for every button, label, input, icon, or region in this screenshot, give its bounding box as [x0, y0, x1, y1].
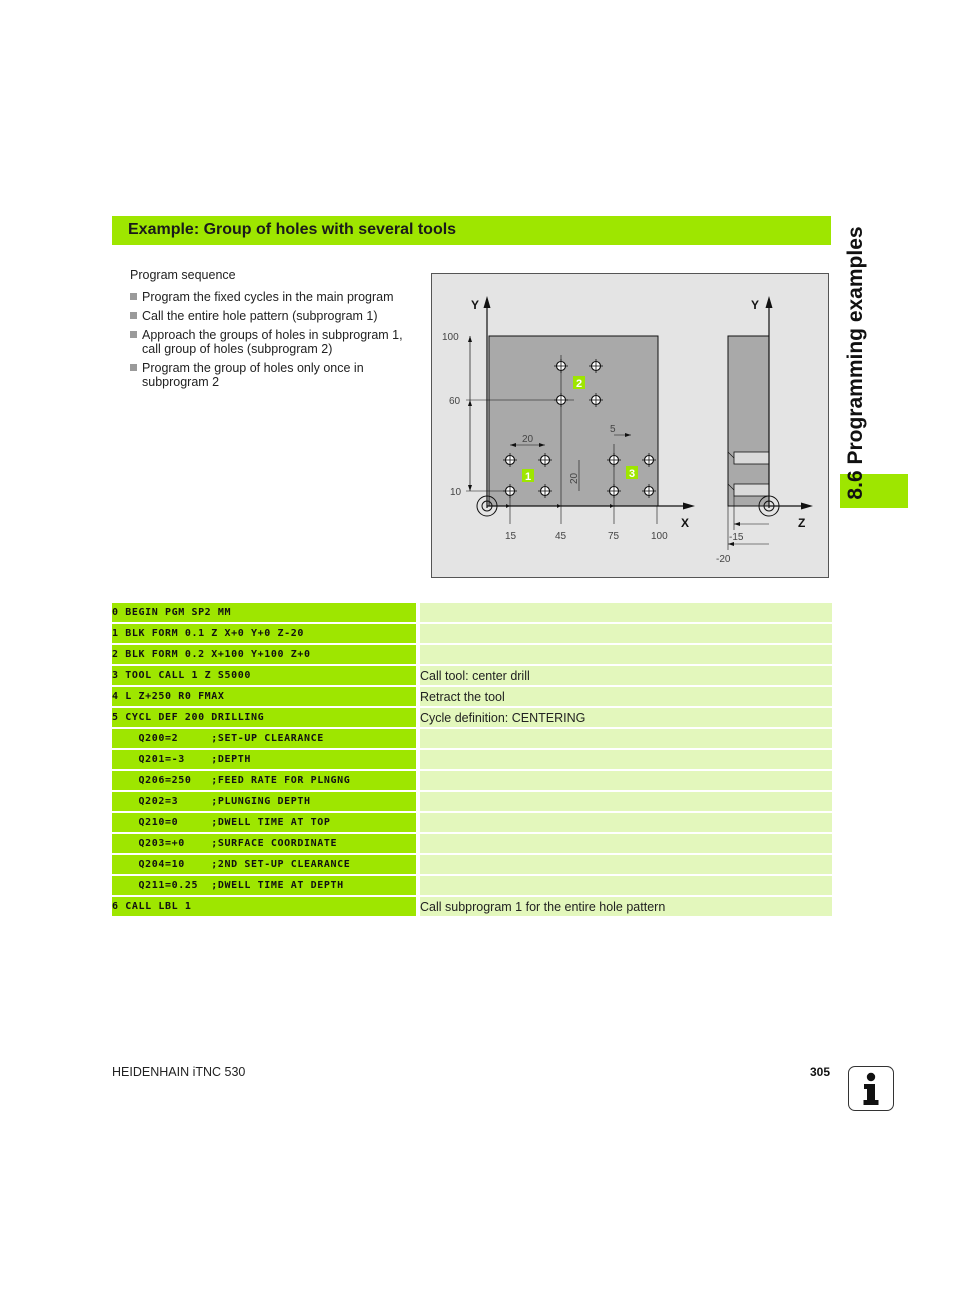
table-row	[112, 750, 832, 769]
dim-spacing-x: 20	[522, 434, 534, 445]
nc-code-cell: 3 TOOL CALL 1 Z S5000	[112, 666, 416, 685]
nc-comment-cell	[420, 834, 832, 853]
group-label-3: 3	[629, 468, 636, 480]
bullet-square-icon	[130, 364, 137, 371]
nc-comment-cell: Call subprogram 1 for the entire hole pattern	[420, 897, 832, 916]
nc-comment-cell	[420, 729, 832, 748]
nc-code-cell: Q200=2 ;SET-UP CLEARANCE	[112, 729, 416, 748]
y-tick-10: 10	[450, 487, 462, 498]
list-item: Approach the groups of holes in subprogram 1, call group of holes (subprogram 2)	[130, 328, 420, 356]
table-row	[112, 834, 832, 853]
y-tick-100: 100	[442, 332, 459, 343]
list-item: Call the entire hole pattern (subprogram 1)	[130, 309, 420, 323]
table-row	[112, 708, 832, 727]
z-axis-label: Z	[798, 516, 806, 530]
nc-code-cell: 0 BEGIN PGM SP2 MM	[112, 603, 416, 622]
nc-comment-cell: Cycle definition: CENTERING	[420, 708, 832, 727]
x-axis-arrow-icon	[683, 503, 695, 510]
z-tick-15: -15	[729, 532, 744, 543]
y-tick-60: 60	[449, 396, 461, 407]
nc-code-cell: 4 L Z+250 R0 FMAX	[112, 687, 416, 706]
table-row	[112, 603, 832, 622]
nc-code-cell: Q203=+0 ;SURFACE COORDINATE	[112, 834, 416, 853]
table-row	[112, 666, 832, 685]
list-item: Program the fixed cycles in the main program	[130, 290, 420, 304]
table-row	[112, 876, 832, 895]
table-row	[112, 792, 832, 811]
nc-program-table	[112, 601, 832, 918]
nc-comment-cell	[420, 645, 832, 664]
drawing-svg	[432, 274, 828, 577]
info-glyph	[849, 1067, 893, 1110]
part-side-view	[728, 336, 769, 506]
nc-comment-cell	[420, 750, 832, 769]
x-axis-label: X	[681, 516, 690, 530]
x-tick-15: 15	[505, 531, 517, 542]
group-label-2: 2	[576, 378, 583, 390]
bullet-square-icon	[130, 312, 137, 319]
nc-comment-cell	[420, 792, 832, 811]
table-row	[112, 813, 832, 832]
bullet-square-icon	[130, 293, 137, 300]
nc-comment-cell: Retract the tool	[420, 687, 832, 706]
table-row	[112, 687, 832, 706]
page-number: 305	[809, 1065, 830, 1079]
nc-code-cell: 1 BLK FORM 0.1 Z X+0 Y+0 Z-20	[112, 624, 416, 643]
nc-code-cell: 2 BLK FORM 0.2 X+100 Y+100 Z+0	[112, 645, 416, 664]
nc-code-cell: Q201=-3 ;DEPTH	[112, 750, 416, 769]
nc-code-cell: 6 CALL LBL 1	[112, 897, 416, 916]
nc-comment-cell	[420, 876, 832, 895]
x-tick-45: 45	[555, 531, 567, 542]
x-tick-75: 75	[608, 531, 620, 542]
bullet-square-icon	[130, 331, 137, 338]
table-row	[112, 855, 832, 874]
side-chapter-text: 8.6 Programming examples	[844, 225, 867, 500]
dim-spacing-y: 20	[569, 472, 580, 484]
nc-code-cell: Q202=3 ;PLUNGING DEPTH	[112, 792, 416, 811]
nc-comment-cell: Call tool: center drill	[420, 666, 832, 685]
group-label-1: 1	[525, 471, 532, 483]
nc-comment-cell	[420, 624, 832, 643]
info-icon[interactable]	[848, 1066, 894, 1111]
section-title-bar	[112, 216, 831, 245]
y-axis-label: Y	[471, 298, 480, 312]
section-title: Example: Group of holes with several tools	[128, 221, 457, 238]
side-chapter-title	[836, 210, 876, 515]
footer-product: HEIDENHAIN iTNC 530	[112, 1065, 246, 1079]
list-item: Program the group of holes only once in subprogram 2	[130, 361, 420, 389]
table-row	[112, 771, 832, 790]
nc-code-cell: 5 CYCL DEF 200 DRILLING	[112, 708, 416, 727]
y-axis-right-label: Y	[751, 298, 760, 312]
nc-program-body	[112, 603, 832, 916]
nc-comment-cell	[420, 771, 832, 790]
dim-small: 5	[610, 424, 616, 435]
z-axis-arrow-icon	[801, 503, 813, 510]
table-row	[112, 645, 832, 664]
y-axis-arrow-icon	[484, 296, 491, 308]
nc-comment-cell	[420, 603, 832, 622]
program-sequence-heading: Program sequence	[130, 268, 236, 282]
nc-code-cell: Q206=250 ;FEED RATE FOR PLNGNG	[112, 771, 416, 790]
nc-comment-cell	[420, 813, 832, 832]
x-tick-100: 100	[651, 531, 668, 542]
nc-comment-cell	[420, 855, 832, 874]
program-sequence-list	[130, 290, 420, 394]
table-row	[112, 897, 832, 916]
nc-code-cell: Q204=10 ;2ND SET-UP CLEARANCE	[112, 855, 416, 874]
hole-pattern-drawing	[431, 273, 829, 578]
nc-code-cell: Q211=0.25 ;DWELL TIME AT DEPTH	[112, 876, 416, 895]
table-row	[112, 729, 832, 748]
z-tick-20: -20	[716, 554, 731, 565]
table-row	[112, 624, 832, 643]
y-axis-right-arrow-icon	[766, 296, 773, 308]
nc-code-cell: Q210=0 ;DWELL TIME AT TOP	[112, 813, 416, 832]
